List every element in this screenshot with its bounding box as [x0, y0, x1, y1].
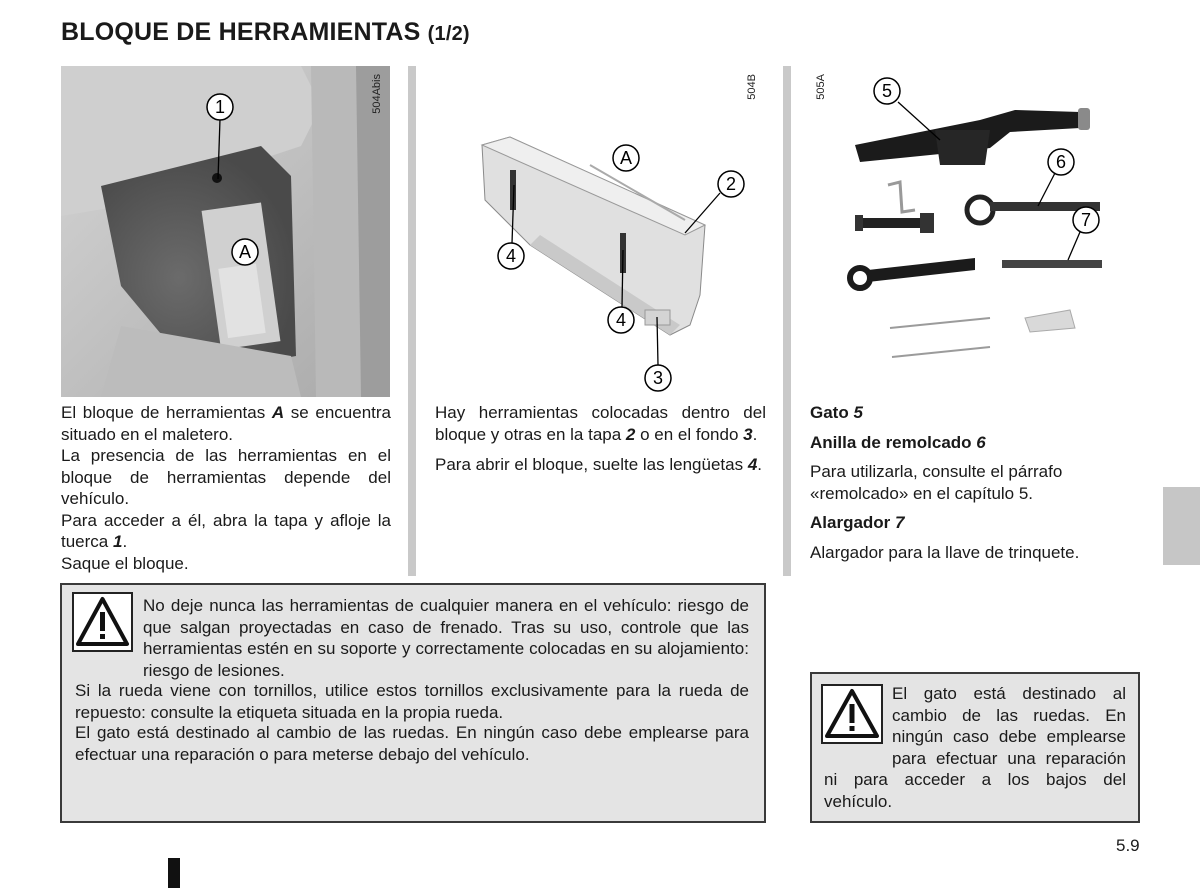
col2-text: Hay herramientas colocadas dentro del bloque y otras en la tapa	[435, 403, 766, 444]
warning-1-line2: Si la rueda viene con tornillos, utilice estos tornillos exclusivamente para la rueda de repuesto: consulte la etiqueta situada en la propia rueda.	[75, 681, 749, 722]
page-title-suffix: (1/2)	[427, 23, 470, 45]
ref-A: A	[271, 403, 285, 422]
figure-ref-504abis: 504Abis	[371, 74, 383, 114]
col1-paragraph: Saque el bloque.	[61, 553, 189, 573]
col3-paragraph: Para utilizarla, consulte el párrafo «remolcado» en el capítulo 5.	[810, 462, 1063, 503]
callout-1: 1	[214, 97, 226, 117]
ref-4: 4	[747, 455, 758, 474]
warning-1-line3: El gato está destinado al cambio de las ruedas. En ningún caso debe emplearse para efectuar una reparación o para meterse debajo del vehículo.	[75, 723, 749, 764]
figure-ref-504b: 504B	[746, 74, 758, 100]
page-number: 5.9	[1116, 836, 1140, 855]
heading-gato: Gato	[810, 403, 854, 422]
callout-4: 4	[505, 246, 517, 266]
tools-diagram	[840, 70, 1130, 370]
callout-2: 2	[725, 174, 737, 194]
col1-text: El bloque de herramientas	[61, 403, 272, 422]
chapter-tab	[1163, 487, 1200, 565]
tool-block-diagram	[470, 125, 760, 395]
col1-text: .	[122, 532, 128, 551]
col1-text: Para acceder a él, abra la tapa y afloje la tuerca	[61, 510, 391, 551]
callout-5: 5	[881, 81, 893, 101]
heading-alargador: Alargador	[810, 513, 896, 532]
callout-A: A	[619, 148, 633, 168]
warning-2-body: El gato está destinado al cambio de las ruedas. En ningún caso debe emplearse para efectuar una reparación ni para acceder a los bajos del vehículo.	[824, 684, 1126, 811]
col2-text: o en el fondo	[635, 424, 744, 444]
warning-1-line1: No deje nunca las herramientas de cualquier manera en el vehículo: riesgo de que salgan proyectadas en caso de frenado. Tras su uso, controle que las herramientas estén en su soporte y correctamente colocadas en su alojamiento: riesgo de lesiones.	[143, 596, 749, 680]
callout-3: 3	[652, 368, 664, 388]
callout-4: 4	[615, 310, 627, 330]
callout-6: 6	[1055, 152, 1067, 172]
ref-5: 5	[853, 403, 863, 422]
col2-text: Para abrir el bloque, suelte las lengüetas	[435, 455, 748, 474]
col2-text: .	[757, 455, 763, 474]
print-mark	[168, 858, 180, 888]
warning-2-text	[824, 683, 1126, 812]
col2-text: .	[752, 424, 758, 444]
column-1-text	[61, 402, 391, 574]
col1-text: se encuentra situado en el maletero.	[61, 403, 391, 444]
warning-triangle-icon	[74, 594, 131, 650]
ref-1: 1	[112, 532, 123, 551]
col3-paragraph: Alargador para la llave de trinquete.	[810, 542, 1080, 562]
fig1-callouts	[61, 66, 390, 397]
ref-2: 2	[625, 424, 636, 444]
ref-7: 7	[895, 513, 905, 532]
page-title-main: BLOQUE DE HERRAMIENTAS	[61, 18, 421, 46]
col1-paragraph: La presencia de las herramientas en el bloque de herramientas depende del vehículo.	[61, 446, 391, 508]
column-divider-right	[783, 66, 791, 576]
ref-3: 3	[743, 424, 753, 444]
callout-A: A	[238, 242, 252, 262]
figure-ref-505a: 505A	[815, 74, 827, 100]
column-2-text	[435, 402, 766, 476]
heading-anilla: Anilla de remolcado	[810, 432, 977, 452]
ref-6: 6	[976, 432, 986, 452]
column-divider-left	[408, 66, 416, 576]
column-3-text	[810, 402, 1140, 563]
callout-7: 7	[1080, 210, 1092, 230]
page-title	[61, 18, 470, 47]
warning-icon-frame	[72, 592, 133, 652]
